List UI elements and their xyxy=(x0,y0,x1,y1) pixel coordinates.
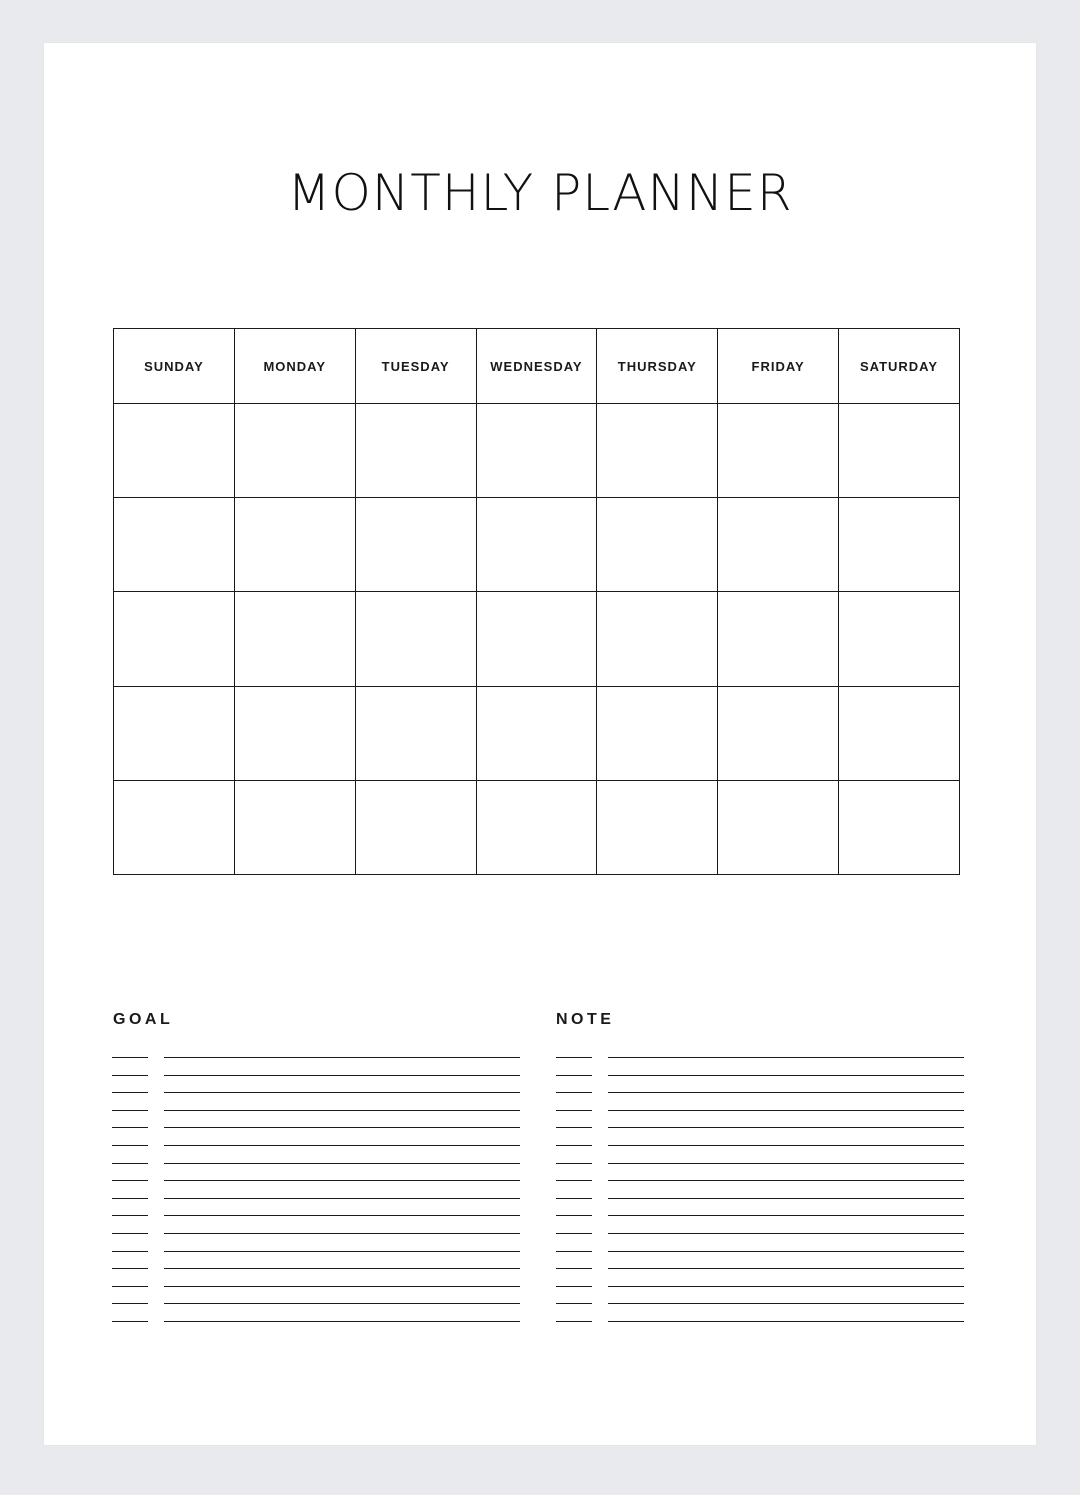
goal-label: GOAL xyxy=(113,1011,174,1028)
goal-short-line xyxy=(112,1198,148,1199)
weekday-header: WEDNESDAY xyxy=(476,329,597,404)
calendar-day-cell[interactable] xyxy=(597,686,718,780)
page-title: MONTHLY PLANNER xyxy=(287,164,793,222)
goal-line-row[interactable] xyxy=(112,1110,521,1128)
goal-long-line xyxy=(164,1092,520,1093)
goal-short-line xyxy=(112,1268,148,1269)
note-short-line xyxy=(556,1198,592,1199)
goal-short-line xyxy=(112,1110,148,1111)
note-long-line xyxy=(608,1268,964,1269)
note-line-row[interactable] xyxy=(556,1251,965,1269)
goal-short-line xyxy=(112,1163,148,1164)
note-long-line xyxy=(608,1180,964,1181)
goal-long-line xyxy=(164,1251,520,1252)
goal-line-row[interactable] xyxy=(112,1163,521,1181)
note-short-line xyxy=(556,1075,592,1076)
calendar-day-cell[interactable] xyxy=(718,780,839,874)
note-short-line xyxy=(556,1180,592,1181)
goal-line-row[interactable] xyxy=(112,1268,521,1286)
goal-line-row[interactable] xyxy=(112,1286,521,1304)
calendar-day-cell[interactable] xyxy=(476,592,597,686)
goal-lines xyxy=(112,1057,521,1339)
note-line-row[interactable] xyxy=(556,1321,965,1339)
goal-short-line xyxy=(112,1075,148,1076)
note-line-row[interactable] xyxy=(556,1163,965,1181)
note-long-line xyxy=(608,1321,964,1322)
calendar-body xyxy=(114,404,960,875)
goal-short-line xyxy=(112,1251,148,1252)
calendar-day-cell[interactable] xyxy=(597,592,718,686)
goal-long-line xyxy=(164,1145,520,1146)
goal-short-line xyxy=(112,1057,148,1058)
note-line-row[interactable] xyxy=(556,1233,965,1251)
goal-long-line xyxy=(164,1268,520,1269)
goal-long-line xyxy=(164,1233,520,1234)
calendar-day-cell[interactable] xyxy=(839,592,960,686)
goal-long-line xyxy=(164,1075,520,1076)
weekday-header-row xyxy=(114,329,960,404)
calendar-day-cell[interactable] xyxy=(355,404,476,498)
note-short-line xyxy=(556,1303,592,1304)
note-long-line xyxy=(608,1198,964,1199)
weekday-header: SUNDAY xyxy=(114,329,235,404)
note-line-row[interactable] xyxy=(556,1092,965,1110)
note-line-row[interactable] xyxy=(556,1110,965,1128)
note-long-line xyxy=(608,1303,964,1304)
note-long-line xyxy=(608,1215,964,1216)
goal-long-line xyxy=(164,1110,520,1111)
calendar-day-cell[interactable] xyxy=(839,686,960,780)
note-line-row[interactable] xyxy=(556,1286,965,1304)
calendar-day-cell[interactable] xyxy=(476,404,597,498)
goal-short-line xyxy=(112,1127,148,1128)
goal-short-line xyxy=(112,1233,148,1234)
calendar-day-cell[interactable] xyxy=(114,498,235,592)
goal-short-line xyxy=(112,1303,148,1304)
note-short-line xyxy=(556,1251,592,1252)
goal-line-row[interactable] xyxy=(112,1321,521,1339)
note-line-row[interactable] xyxy=(556,1180,965,1198)
goal-long-line xyxy=(164,1198,520,1199)
calendar-week-row xyxy=(114,498,960,592)
note-long-line xyxy=(608,1286,964,1287)
calendar-day-cell[interactable] xyxy=(597,780,718,874)
note-long-line xyxy=(608,1110,964,1111)
goal-line-row[interactable] xyxy=(112,1198,521,1216)
calendar-day-cell[interactable] xyxy=(839,404,960,498)
note-long-line xyxy=(608,1145,964,1146)
calendar-day-cell[interactable] xyxy=(476,498,597,592)
goal-line-row[interactable] xyxy=(112,1145,521,1163)
note-long-line xyxy=(608,1127,964,1128)
calendar-day-cell[interactable] xyxy=(355,780,476,874)
calendar-day-cell[interactable] xyxy=(718,592,839,686)
calendar-day-cell[interactable] xyxy=(718,686,839,780)
note-line-row[interactable] xyxy=(556,1268,965,1286)
calendar-week-row xyxy=(114,686,960,780)
calendar-day-cell[interactable] xyxy=(234,498,355,592)
note-line-row[interactable] xyxy=(556,1127,965,1145)
goal-short-line xyxy=(112,1215,148,1216)
calendar-day-cell[interactable] xyxy=(839,498,960,592)
note-line-row[interactable] xyxy=(556,1215,965,1233)
note-long-line xyxy=(608,1251,964,1252)
note-line-row[interactable] xyxy=(556,1075,965,1093)
note-short-line xyxy=(556,1145,592,1146)
calendar-day-cell[interactable] xyxy=(114,592,235,686)
note-line-row[interactable] xyxy=(556,1303,965,1321)
calendar-day-cell[interactable] xyxy=(355,592,476,686)
goal-long-line xyxy=(164,1180,520,1181)
goal-short-line xyxy=(112,1286,148,1287)
goal-line-row[interactable] xyxy=(112,1127,521,1145)
note-short-line xyxy=(556,1215,592,1216)
calendar-day-cell[interactable] xyxy=(597,498,718,592)
goal-long-line xyxy=(164,1163,520,1164)
weekday-header: TUESDAY xyxy=(355,329,476,404)
calendar-day-cell[interactable] xyxy=(355,498,476,592)
note-label: NOTE xyxy=(556,1011,615,1028)
note-short-line xyxy=(556,1233,592,1234)
calendar-grid xyxy=(113,328,960,875)
note-short-line xyxy=(556,1163,592,1164)
goal-line-row[interactable] xyxy=(112,1057,521,1075)
goal-short-line xyxy=(112,1321,148,1322)
note-line-row[interactable] xyxy=(556,1057,965,1075)
goal-line-row[interactable] xyxy=(112,1092,521,1110)
weekday-header: FRIDAY xyxy=(718,329,839,404)
goal-line-row[interactable] xyxy=(112,1075,521,1093)
calendar-day-cell[interactable] xyxy=(476,686,597,780)
goal-long-line xyxy=(164,1057,520,1058)
calendar-day-cell[interactable] xyxy=(114,780,235,874)
calendar-day-cell[interactable] xyxy=(114,404,235,498)
goal-short-line xyxy=(112,1092,148,1093)
goal-line-row[interactable] xyxy=(112,1233,521,1251)
calendar-day-cell[interactable] xyxy=(234,686,355,780)
calendar-week-row xyxy=(114,404,960,498)
note-line-row[interactable] xyxy=(556,1145,965,1163)
calendar-day-cell[interactable] xyxy=(234,780,355,874)
weekday-header: SATURDAY xyxy=(839,329,960,404)
note-long-line xyxy=(608,1092,964,1093)
goal-short-line xyxy=(112,1145,148,1146)
calendar-week-row xyxy=(114,780,960,874)
goal-line-row[interactable] xyxy=(112,1303,521,1321)
goal-line-row[interactable] xyxy=(112,1180,521,1198)
note-long-line xyxy=(608,1057,964,1058)
note-short-line xyxy=(556,1321,592,1322)
note-lines xyxy=(556,1057,965,1339)
goal-short-line xyxy=(112,1180,148,1181)
note-short-line xyxy=(556,1268,592,1269)
goal-long-line xyxy=(164,1127,520,1128)
goal-long-line xyxy=(164,1286,520,1287)
calendar-day-cell[interactable] xyxy=(234,592,355,686)
note-short-line xyxy=(556,1127,592,1128)
calendar-day-cell[interactable] xyxy=(355,686,476,780)
calendar-day-cell[interactable] xyxy=(597,404,718,498)
calendar-day-cell[interactable] xyxy=(718,404,839,498)
note-long-line xyxy=(608,1233,964,1234)
calendar-day-cell[interactable] xyxy=(476,780,597,874)
goal-line-row[interactable] xyxy=(112,1215,521,1233)
weekday-header: MONDAY xyxy=(234,329,355,404)
calendar-week-row xyxy=(114,592,960,686)
note-long-line xyxy=(608,1075,964,1076)
note-short-line xyxy=(556,1057,592,1058)
note-long-line xyxy=(608,1163,964,1164)
note-short-line xyxy=(556,1110,592,1111)
note-short-line xyxy=(556,1092,592,1093)
note-line-row[interactable] xyxy=(556,1198,965,1216)
weekday-header: THURSDAY xyxy=(597,329,718,404)
calendar-day-cell[interactable] xyxy=(114,686,235,780)
goal-long-line xyxy=(164,1321,520,1322)
goal-line-row[interactable] xyxy=(112,1251,521,1269)
calendar-day-cell[interactable] xyxy=(718,498,839,592)
calendar-day-cell[interactable] xyxy=(234,404,355,498)
goal-long-line xyxy=(164,1215,520,1216)
calendar-day-cell[interactable] xyxy=(839,780,960,874)
note-short-line xyxy=(556,1286,592,1287)
goal-long-line xyxy=(164,1303,520,1304)
